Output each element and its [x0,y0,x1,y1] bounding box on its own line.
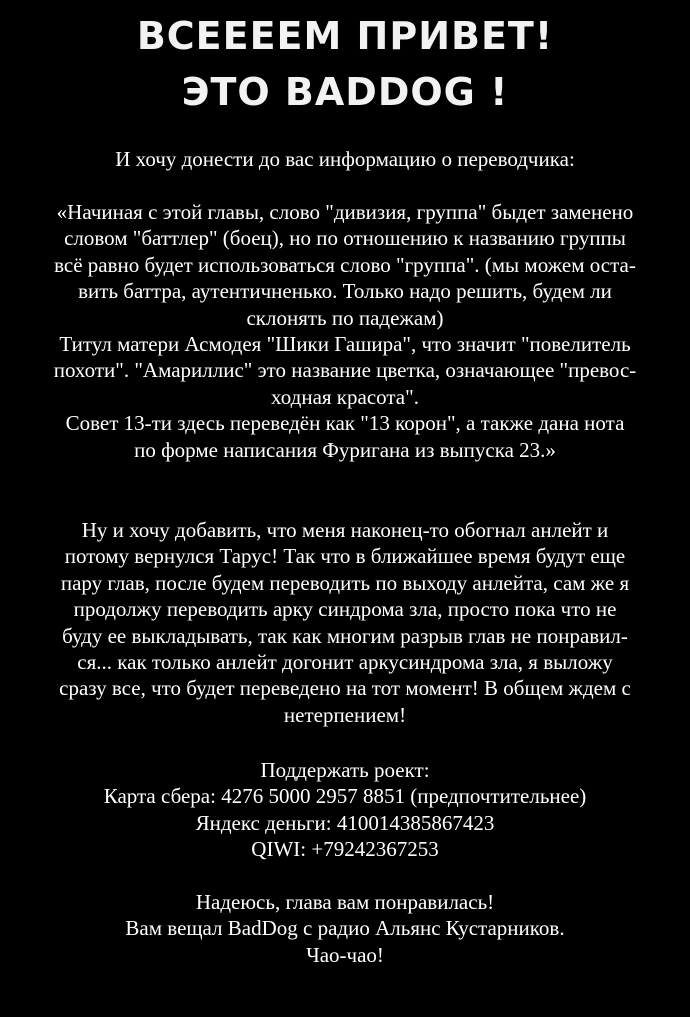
note-line: по форме написания Фуригана из выпуска 23.» [134,437,556,462]
note-line: похоти". "Амариллис" это название цветка, означающее "превос- [53,358,637,383]
message-line: ся... как только анлейт догонит аркусиндрома зла, я выложу [77,650,613,675]
author-title: ЭТО BADDOG ! [181,70,509,114]
update-message [0,517,690,728]
support-heading: Поддержать роект: [260,758,430,782]
message-line: буду ее выкладывать, так как многим разрыв глав не понравил- [62,623,628,648]
intro-line: И хочу донести до вас информацию о переводчика: [115,147,575,171]
message-line: Ну и хочу добавить, что меня наконец-то обогнал анлейт и [81,518,609,542]
message-line: пару глав, после будем переводить по выходу анлейта, сам же я [60,570,630,595]
note-line: Титул матери Асмодея "Шики Гашира", что значит "повелитель [59,332,631,357]
qiwi-line: QIWI: +79242367253 [251,837,439,862]
closing-section [0,889,690,968]
closing-line: Чао-чао! [306,942,384,967]
note-line: ходная красота". [271,384,419,409]
note-line: склонять по падежам) [246,305,444,330]
note-line: словом "баттлер" (боец), но по отношению к названию группы [64,226,626,251]
yandex-money-line: Яндекс деньги: 410014385867423 [195,810,495,835]
message-line: сразу все, что будет переведено на тот момент! В общем ждем с [59,676,631,701]
closing-line: Вам вещал BadDog с радио Альянс Кустарников. [125,916,565,941]
note-line: «Начиная с этой главы, слово "дивизия, группа" быдет заменено [56,200,634,224]
note-line: вить баттра, аутентичненько. Только надо решить, будем ли [78,279,612,304]
header [0,8,690,120]
message-line: потому вернулся Тарус! Так что в ближайшее время будут еще [64,544,626,569]
message-line: продолжу переводить арку синдрома зла, просто пока что не [73,597,617,622]
message-line: нетерпением! [283,702,407,727]
intro-paragraph [0,146,690,172]
support-section [0,757,690,863]
closing-line: Надеюсь, глава вам понравилась! [195,890,495,914]
note-line: Совет 13-ти здесь переведён как "13 корон", а также дана нота [65,411,625,436]
greeting-title: ВСЕЕЕЕМ ПРИВЕТ! [136,14,554,58]
note-line: всё равно будет использоваться слово "группа". (мы можем оста- [54,252,636,277]
translator-note [0,199,690,463]
sber-card-line: Карта сбера: 4276 5000 2957 8851 (предпочтительнее) [103,784,587,809]
